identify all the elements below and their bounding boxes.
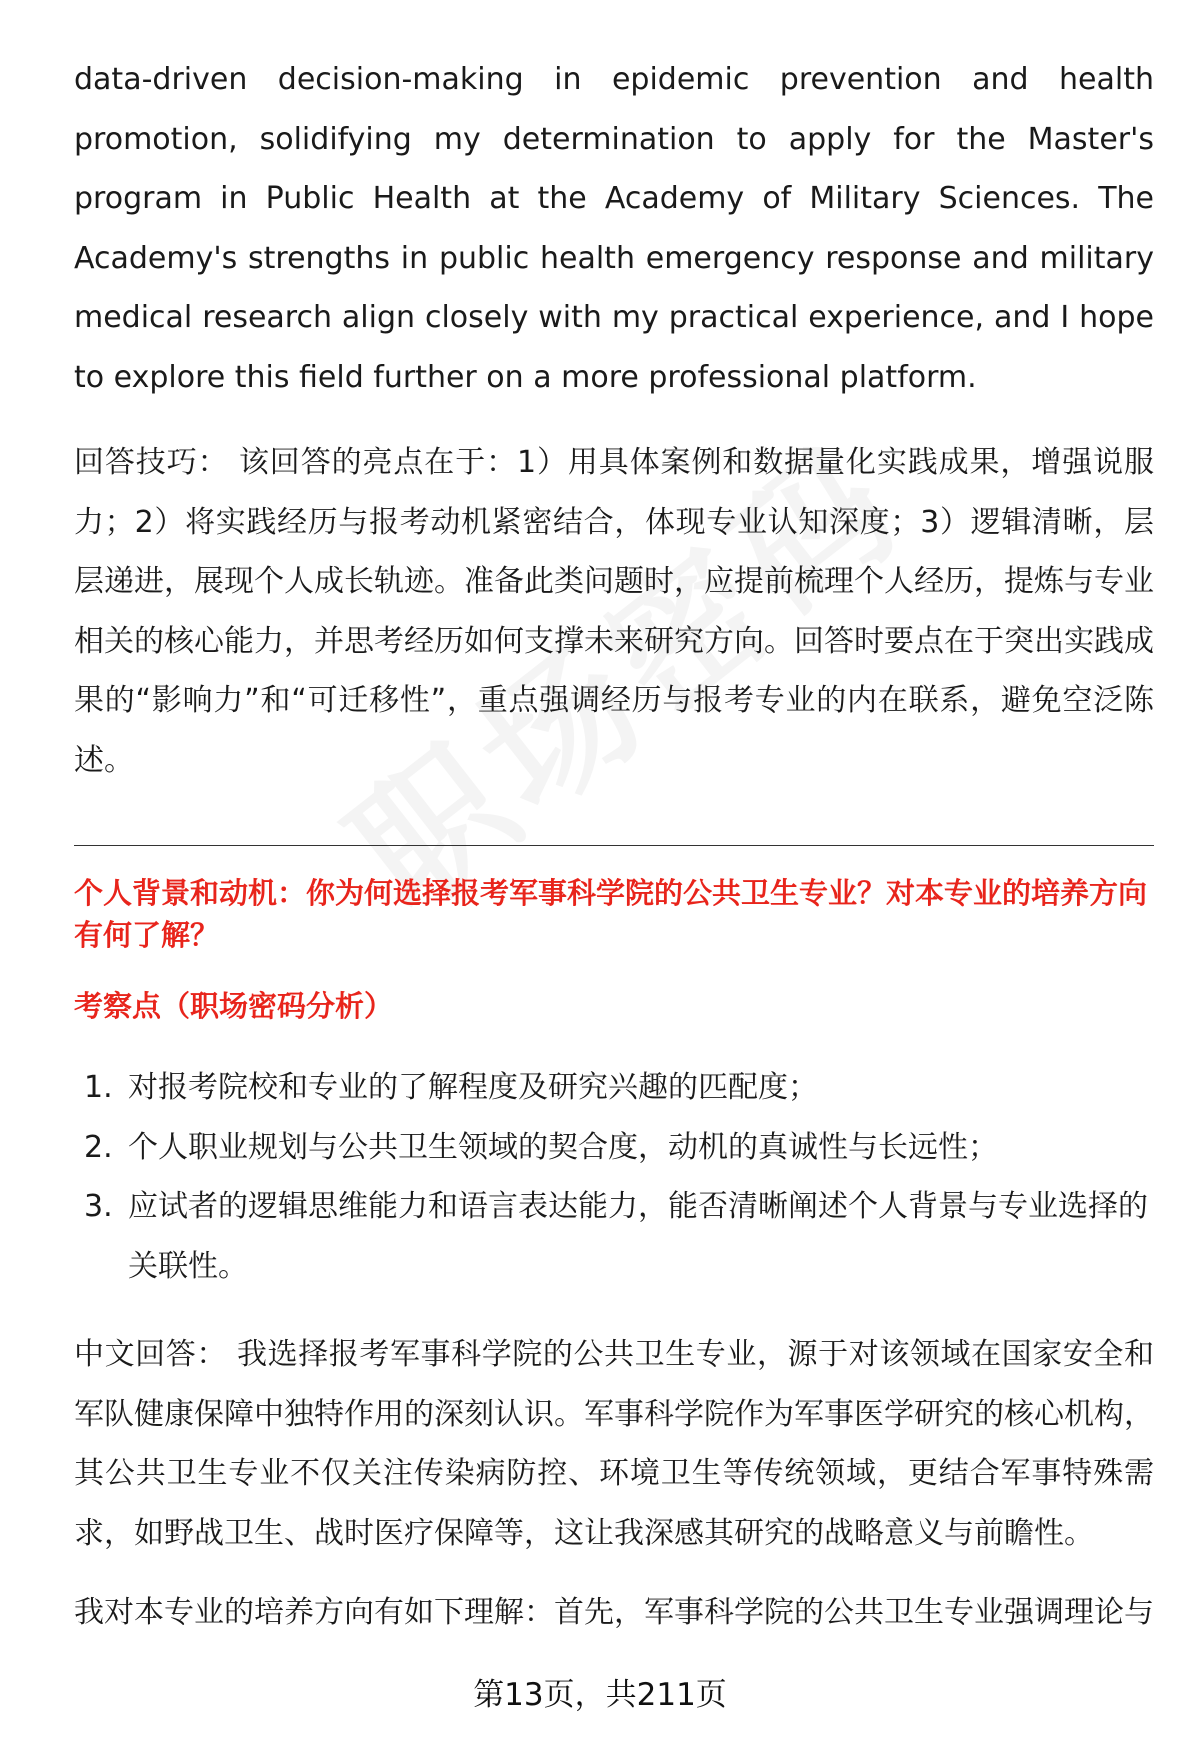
assessment-heading: 考察点（职场密码分析）: [74, 989, 394, 1023]
question-heading: 个人背景和动机：你为何选择报考军事科学院的公共卫生专业？对本专业的培养方向有何了解？: [74, 876, 1148, 952]
page-number-footer: 第13页，共211页: [473, 1677, 727, 1713]
list-item: [74, 1118, 1154, 1178]
answer-tips-paragraph: 回答技巧： 该回答的亮点在于：1）用具体案例和数据量化实践成果，增强说服力；2）将实践经历与报考动机紧密结合，体现专业认知深度；3）逻辑清晰，层层递进，展现个人成长轨迹。准备此类问题时，应提前梳理个人经历，提炼与专业相关的核心能力，并思考经历如何支撑未来研究方向。回答时要点在于突出实践成果的“影响力”和“可迁移性”，重点强调经历与报考专业的内在联系，避免空泛陈述。: [74, 445, 1154, 778]
list-item-number: 1.: [84, 1070, 113, 1105]
section-divider: [74, 845, 1154, 846]
list-item-number: 2.: [84, 1129, 113, 1165]
chinese-answer-paragraph: 中文回答： 我选择报考军事科学院的公共卫生专业，源于对该领域在国家安全和军队健康保障中独特作用的深刻认识。军事科学院作为军事医学研究的核心机构，其公共卫生专业不仅关注传染病防控、环境卫生等传统领域，更结合军事特殊需求，如野战卫生、战时医疗保障等，这让我深感其研究的战略意义与前瞻性。: [74, 1337, 1154, 1551]
list-item-text: 应试者的逻辑思维能力和语言表达能力，能否清晰阐述个人背景与专业选择的关联性。: [128, 1189, 1148, 1284]
list-item-text: 个人职业规划与公共卫生领域的契合度，动机的真诚性与长远性；: [128, 1129, 998, 1165]
english-answer-paragraph: data-driven decision-making in epidemic prevention and health promotion, solidifying my determination to apply for the Master's program in Public Health at the Academy of Military Sciences. The Academy's strengths in public health emergency response and military medical research align closely with my practical experience, and I hope to explore this field further on a more professional platform.: [74, 62, 1154, 395]
list-item: [74, 1058, 1154, 1118]
list-item-number: 3.: [84, 1189, 113, 1224]
list-item: [74, 1177, 1154, 1296]
chinese-answer-continued-paragraph: 我对本专业的培养方向有如下理解：首先，军事科学院的公共卫生专业强调理论与: [74, 1595, 1154, 1630]
assessment-points-list: [74, 1058, 1154, 1296]
list-item-text: 对报考院校和专业的了解程度及研究兴趣的匹配度；: [128, 1070, 818, 1105]
